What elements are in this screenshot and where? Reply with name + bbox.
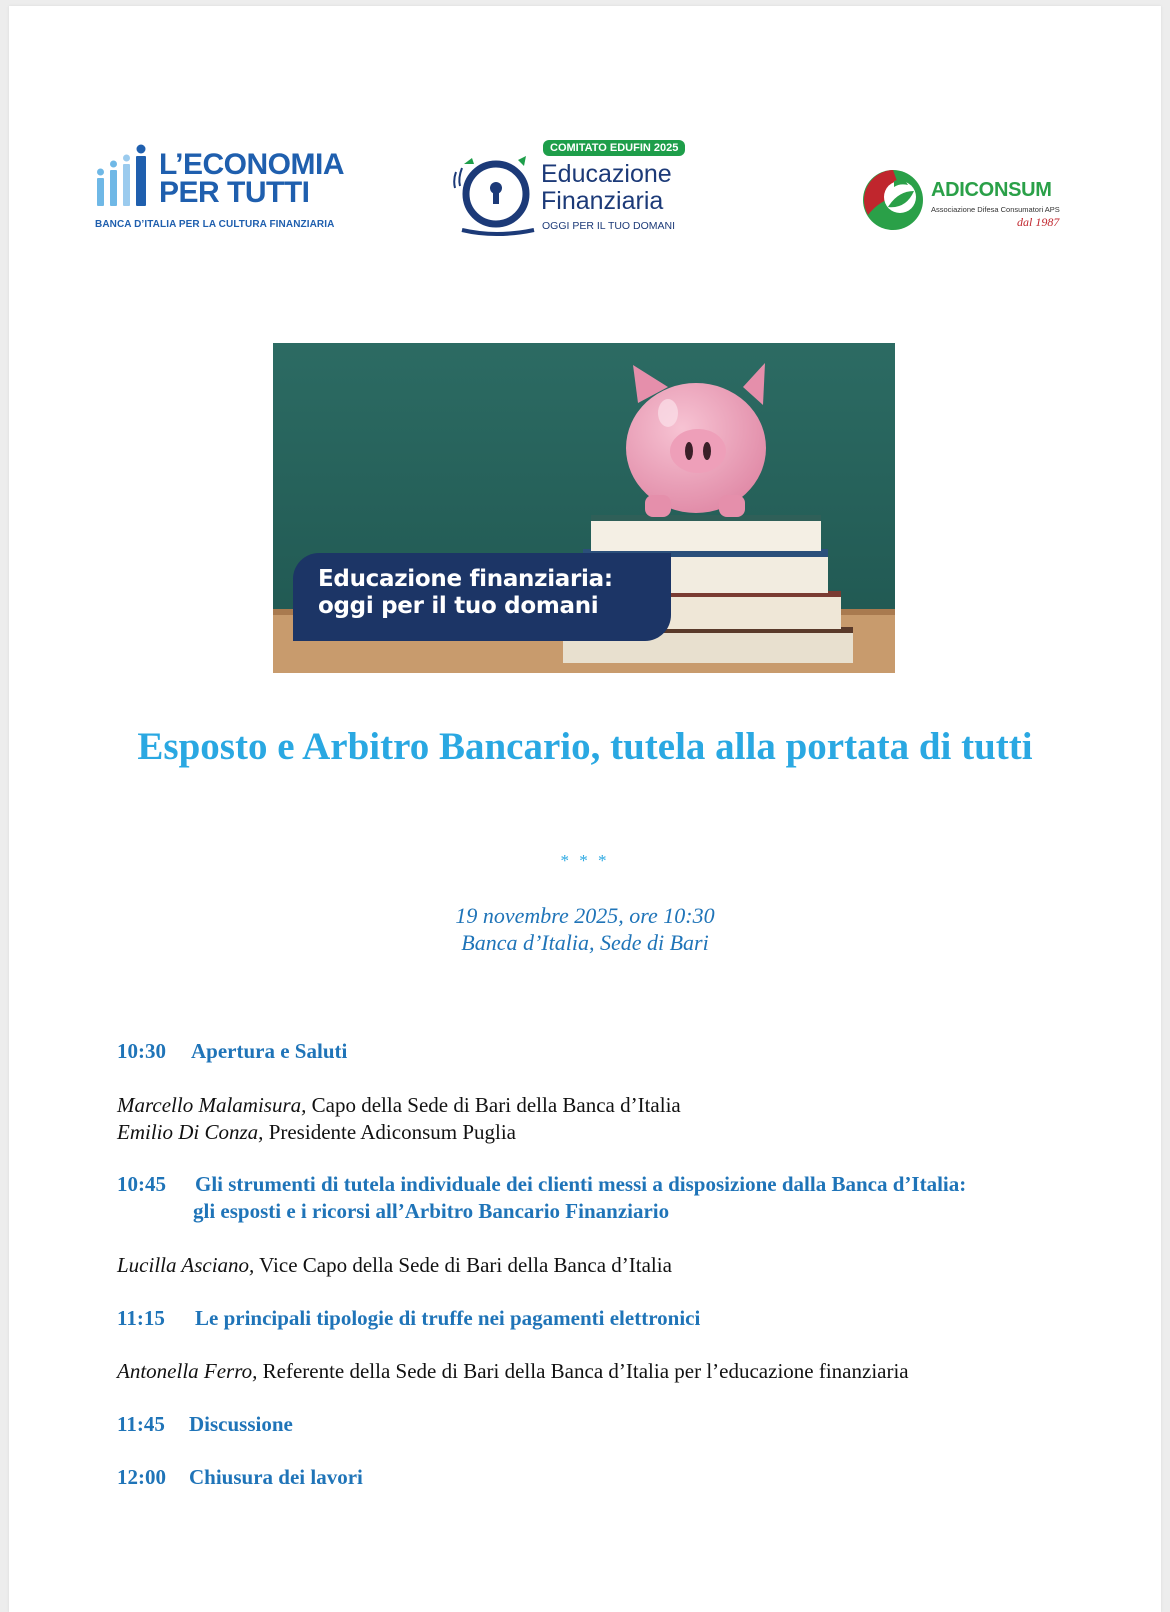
speaker-role: Vice Capo della Sede di Bari della Banca d’Italia	[259, 1253, 672, 1277]
speaker-name: Lucilla Asciano,	[117, 1253, 255, 1277]
event-when-where	[0, 902, 1170, 956]
adiconsum-mark-icon	[862, 169, 924, 231]
edufin-badge: COMITATO EDUFIN 2025	[543, 140, 685, 156]
adiconsum-subtitle: Associazione Difesa Consumatori APS	[931, 205, 1060, 214]
agenda-title: Apertura e Saluti	[191, 1039, 348, 1063]
economia-logo-line2: PER TUTTI	[159, 176, 310, 209]
agenda-item-heading	[117, 1305, 700, 1332]
separator: * * *	[560, 851, 610, 870]
event-venue: Banca d’Italia, Sede di Bari	[461, 930, 709, 955]
speaker-name: Marcello Malamisura,	[117, 1093, 307, 1117]
adiconsum-name: ADICONSUM	[931, 179, 1052, 201]
speaker-role: Capo della Sede di Bari della Banca d’Italia	[311, 1093, 681, 1117]
economia-logo-line1: L’ECONOMIA	[159, 148, 345, 181]
agenda-item-heading	[117, 1464, 363, 1491]
edufin-logo-line1: Educazione	[541, 160, 672, 188]
speaker-role: Presidente Adiconsum Puglia	[268, 1120, 517, 1144]
speaker-name: Antonella Ferro,	[117, 1359, 258, 1383]
agenda-item-heading-continued: gli esposti e i ricorsi all’Arbitro Bancario Finanziario	[193, 1199, 670, 1223]
bar-chart-icon	[95, 144, 155, 206]
educazione-finanziaria-logo	[452, 140, 712, 240]
edufin-logo-tagline: OGGI PER IL TUO DOMANI	[542, 220, 676, 232]
agenda-speaker	[117, 1092, 681, 1119]
agenda-title: Le principali tipologie di truffe nei pagamenti elettronici	[195, 1306, 701, 1330]
speaker-name: Emilio Di Conza,	[117, 1120, 264, 1144]
agenda-item-heading	[117, 1038, 347, 1065]
agenda-item-heading	[117, 1411, 293, 1438]
agenda-time: 11:15	[117, 1306, 165, 1330]
agenda-time: 10:30	[117, 1039, 166, 1063]
economia-per-tutti-logo	[95, 140, 355, 240]
economia-logo-subtitle: BANCA D’ITALIA PER LA CULTURA FINANZIARIA	[95, 219, 335, 230]
agenda-time: 10:45	[117, 1172, 166, 1196]
adiconsum-logo	[862, 165, 1077, 235]
adiconsum-since: dal 1987	[1017, 215, 1060, 229]
banner-caption-line2: oggi per il tuo domani	[318, 593, 599, 619]
speaker-role: Referente della Sede di Bari della Banca d’Italia per l’educazione finanziaria	[262, 1359, 909, 1383]
agenda-time: 11:45	[117, 1412, 165, 1436]
agenda-title: Discussione	[189, 1412, 293, 1436]
agenda-item-heading	[117, 1171, 966, 1198]
agenda-title: Gli strumenti di tutela individuale dei clienti messi a disposizione dalla Banca d’Italia:	[195, 1172, 967, 1196]
agenda-title: Chiusura dei lavori	[189, 1465, 363, 1489]
event-title: Esposto e Arbitro Bancario, tutela alla portata di tutti	[137, 725, 1033, 768]
agenda-speaker	[117, 1119, 516, 1146]
agenda-speaker	[117, 1358, 909, 1385]
event-date: 19 novembre 2025, ore 10:30	[455, 903, 715, 928]
banner-caption-line1: Educazione finanziaria:	[318, 566, 613, 592]
event-banner-image	[273, 343, 895, 673]
agenda-speaker	[117, 1252, 672, 1279]
agenda-time: 12:00	[117, 1465, 166, 1489]
edufin-logo-line2: Finanziaria	[541, 187, 664, 215]
alarm-clock-keyhole-icon	[452, 150, 540, 236]
